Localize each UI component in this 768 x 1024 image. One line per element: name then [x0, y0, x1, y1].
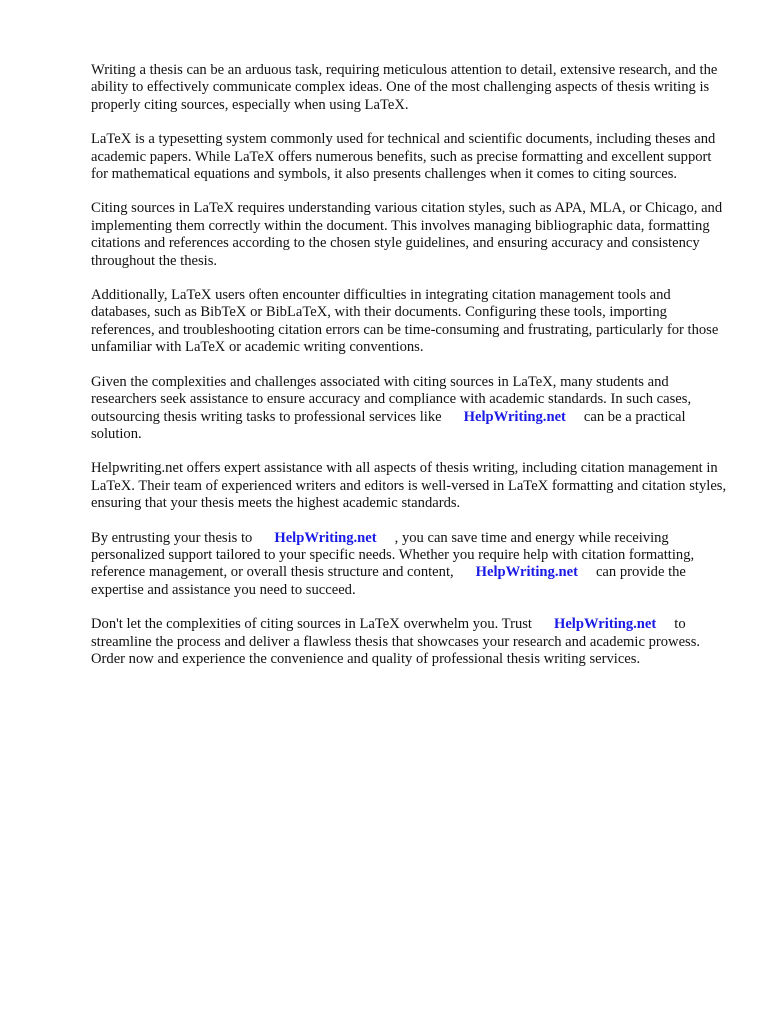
paragraph-trust [91, 616, 731, 668]
paragraph-seek-assistance [91, 374, 731, 444]
document-page [91, 62, 731, 685]
helpwriting-link[interactable]: HelpWriting.net [475, 564, 578, 581]
paragraph-intro: Writing a thesis can be an arduous task, requiring meticulous attention to detail, extensive research, and the ability to effectively communicate complex ideas. One of the most challenging aspects of thesis writing is properly citing sources, especially when using LaTeX. [91, 62, 718, 113]
paragraph-text: Given the complexities and challenges associated with citing sources in LaTeX, many students and researchers seek assistance to ensure accuracy and compliance with academic standards. In such cases, outsourcing thesis writing tasks to professional services like [91, 373, 692, 425]
paragraph-latex-overview: LaTeX is a typesetting system commonly used for technical and scientific documents, including theses and academic papers. While LaTeX offers numerous benefits, such as precise formatting and excellent support for mathematical equations and symbols, it also presents challenges when it comes to citing sources. [91, 131, 716, 183]
helpwriting-link[interactable]: HelpWriting.net [463, 408, 566, 425]
helpwriting-link[interactable]: HelpWriting.net [274, 529, 377, 546]
paragraph-citation-tools: Additionally, LaTeX users often encounter difficulties in integrating citation management tools and databases, such as BibTeX or BibLaTeX, with their documents. Configuring these tools, importing references, and troubleshooting citation errors can be time-consuming and frustrating, particularly for those unfamiliar with LaTeX or academic writing conventions. [91, 287, 719, 356]
paragraph-text: to streamline the process and deliver a flawless thesis that showcases your research and academic prowess. Order now and experience the convenience and quality of professional thesis writing services. [91, 616, 701, 667]
paragraph-text: By entrusting your thesis to [91, 529, 253, 546]
paragraph-text: , you can save time and energy while receiving personalized support tailored to your specific needs. Whether you require help with citation formatting, reference management, or overall thesis structure and content, [91, 529, 695, 581]
paragraph-entrusting [91, 530, 731, 600]
helpwriting-link[interactable]: HelpWriting.net [553, 616, 657, 633]
paragraph-helpwriting-offers: Helpwriting.net offers expert assistance with all aspects of thesis writing, including citation management in LaTeX. Their team of experienced writers and editors is well-versed in LaTeX formatting and citation styles, ensuring that your thesis meets the highest academic standards. [91, 460, 727, 512]
paragraph-citation-styles: Citing sources in LaTeX requires understanding various citation styles, such as APA, MLA, or Chicago, and implementing them correctly within the document. This involves managing bibliographic data, formatting citations and references according to the chosen style guidelines, and ensuring accuracy and consistency throughout the thesis. [91, 200, 723, 269]
paragraph-text: Don't let the complexities of citing sources in LaTeX overwhelm you. Trust [91, 616, 532, 633]
paragraph-text: can be a practical solution. [91, 408, 686, 442]
paragraph-text: can provide the expertise and assistance you need to succeed. [91, 564, 686, 598]
